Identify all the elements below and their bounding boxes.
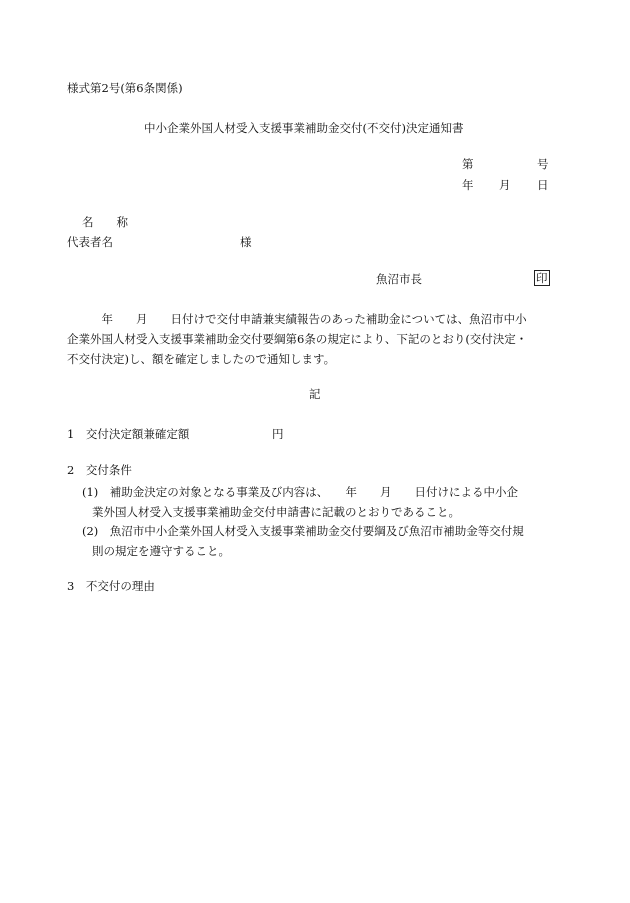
body-line: 企業外国人材受入支援事業補助金交付要綱第6条の規定により、下記のとおり(交付決定・ bbox=[67, 332, 528, 346]
form-number: 様式第2号(第6条関係) bbox=[67, 81, 183, 95]
body-line: 不交付決定)し、額を確定しましたので通知します。 bbox=[67, 352, 336, 366]
ki-heading: 記 bbox=[309, 387, 321, 401]
date-day: 日 bbox=[537, 178, 549, 192]
condition-line: 則の規定を遵守すること。 bbox=[92, 544, 230, 558]
item1-unit: 円 bbox=[272, 427, 284, 441]
condition-line: 業外国人材受入支援事業補助金交付申請書に記載のとおりであること。 bbox=[92, 505, 460, 519]
seal-mark: 印 bbox=[536, 271, 548, 285]
condition-2 bbox=[82, 521, 524, 561]
document-title: 中小企業外国人材受入支援事業補助金交付(不交付)決定通知書 bbox=[144, 121, 464, 135]
issuer: 魚沼市長 bbox=[376, 272, 422, 286]
recipient-name-label: 名 称 bbox=[82, 215, 128, 229]
recipient-rep-label: 代表者名 bbox=[67, 235, 113, 249]
date-year: 年 bbox=[462, 178, 474, 192]
condition-1 bbox=[82, 482, 518, 522]
item3-label: 3 不交付の理由 bbox=[67, 579, 155, 593]
recipient-honorific: 様 bbox=[240, 235, 252, 249]
body-paragraph bbox=[67, 309, 527, 369]
condition-line: (1) 補助金決定の対象となる事業及び内容は、 年 月 日付けによる中小企 bbox=[82, 485, 519, 499]
date-month: 月 bbox=[499, 178, 511, 192]
condition-line: (2) 魚沼市中小企業外国人材受入支援事業補助金交付要綱及び魚沼市補助金等交付規 bbox=[82, 524, 524, 538]
number-prefix: 第 bbox=[462, 157, 474, 171]
body-line: 年 月 日付けで交付申請兼実績報告のあった補助金については、魚沼市中小 bbox=[67, 312, 527, 326]
item2-label: 2 交付条件 bbox=[67, 463, 132, 477]
item1-label: 1 交付決定額兼確定額 bbox=[67, 427, 190, 441]
seal-box bbox=[534, 270, 550, 286]
number-suffix: 号 bbox=[537, 157, 549, 171]
